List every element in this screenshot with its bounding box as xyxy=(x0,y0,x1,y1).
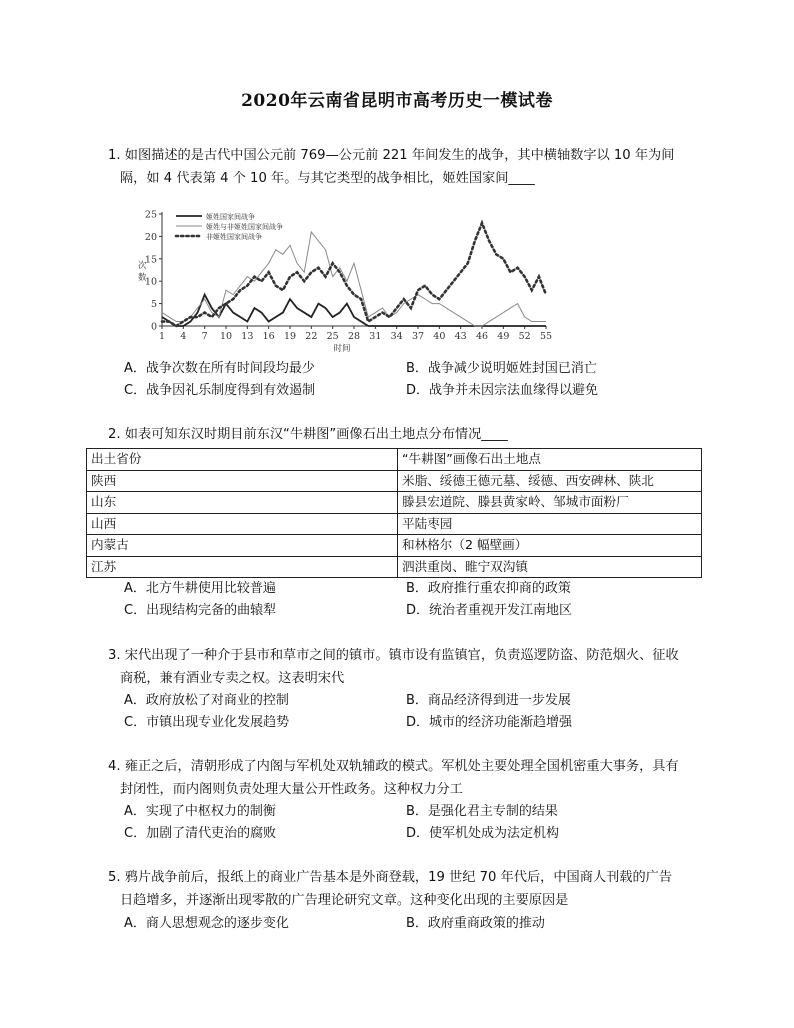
page-title: 2020年云南省昆明市高考历史一模试卷 xyxy=(241,91,553,111)
question-1-stem-line2: 隔，如 4 代表第 4 个 10 年。与其它类型的战争相比，姬姓国家间____ xyxy=(120,171,535,186)
table-header-province: 出土省份 xyxy=(87,449,398,471)
line-chart xyxy=(134,206,554,354)
option-2b[interactable]: B．政府推行重农抑商的政策 xyxy=(406,581,571,596)
question-1-stem-line1: 1. 如图描述的是古代中国公元前 769—公元前 221 年间发生的战争，其中横轴数字以 10 年为间 xyxy=(108,148,675,163)
question-4 xyxy=(108,755,708,801)
table-cell-site: 泗洪重岗、睢宁双沟镇 xyxy=(398,556,702,578)
table-cell-site: 平陆枣园 xyxy=(398,513,702,535)
question-3 xyxy=(108,644,708,690)
question-5-stem-line2: 日趋增多，并逐渐出现零散的广告理论研究文章。这种变化出现的主要原因是 xyxy=(120,893,569,908)
option-4a[interactable]: A．实现了中枢权力的制衡 xyxy=(124,804,276,819)
x-tick-label: 25 xyxy=(326,331,339,342)
y-tick-label: 15 xyxy=(144,254,157,266)
x-tick-label: 22 xyxy=(305,331,318,342)
table-cell-province: 陕西 xyxy=(87,470,398,492)
x-tick-label: 34 xyxy=(390,331,403,342)
question-3-stem-line1: 3. 宋代出现了一种介于县市和草市之间的镇市。镇市设有监镇官，负责巡逻防盗、防范烟火、征收 xyxy=(108,648,679,663)
x-tick-label: 4 xyxy=(180,331,187,342)
table-cell-site: 米脂、绥德王德元墓、绥德、西安碑林、陕北 xyxy=(398,470,702,492)
legend-label: 非姬姓国家间战争 xyxy=(206,233,262,241)
option-1c[interactable]: C．战争因礼乐制度得到有效遏制 xyxy=(124,383,316,398)
x-tick-label: 1 xyxy=(158,331,166,342)
option-5a[interactable]: A．商人思想观念的逐步变化 xyxy=(124,916,289,931)
x-tick-label: 16 xyxy=(262,331,275,342)
x-axis-label: 时间 xyxy=(333,344,351,354)
option-1b[interactable]: B．战争减少说明姬姓封国已消亡 xyxy=(406,361,597,376)
x-tick-label: 43 xyxy=(454,331,467,342)
x-tick-label: 10 xyxy=(219,331,233,342)
x-tick-label: 52 xyxy=(518,331,531,342)
x-tick-label: 13 xyxy=(241,331,254,342)
option-3a[interactable]: A．政府放松了对商业的控制 xyxy=(124,693,289,708)
table-header-row xyxy=(87,449,702,471)
table-row xyxy=(87,492,702,514)
y-axis-label: 次 xyxy=(138,261,147,271)
option-3b[interactable]: B．商品经济得到进一步发展 xyxy=(406,693,571,708)
option-3c[interactable]: C．市镇出现专业化发展趋势 xyxy=(124,715,290,730)
option-5b[interactable]: B．政府重商政策的推动 xyxy=(406,916,545,931)
series-line-1 xyxy=(162,295,546,326)
table-cell-province: 内蒙古 xyxy=(87,535,398,557)
legend-label: 姬姓国家间战争 xyxy=(206,213,255,221)
table-row xyxy=(87,470,702,492)
y-tick-label: 10 xyxy=(144,276,157,288)
question-1 xyxy=(108,144,708,190)
table-row xyxy=(87,535,702,557)
option-2c[interactable]: C．出现结构完备的曲辕犁 xyxy=(124,603,277,618)
table-row xyxy=(87,556,702,578)
table-header-site: “牛耕图”画像石出土地点 xyxy=(398,449,702,471)
x-tick-label: 7 xyxy=(201,331,208,342)
x-tick-label: 31 xyxy=(369,331,382,342)
option-4b[interactable]: B．是强化君主专制的结果 xyxy=(406,804,558,819)
x-tick-label: 19 xyxy=(283,331,297,342)
table-cell-province: 山西 xyxy=(87,513,398,535)
option-1d[interactable]: D．战争并未因宗法血缘得以避免 xyxy=(406,383,599,398)
x-tick-label: 46 xyxy=(475,331,489,342)
question-3-stem-line2: 商税，兼有酒业专卖之权。这表明宋代 xyxy=(120,671,345,686)
x-tick-label: 55 xyxy=(539,331,553,342)
y-tick-label: 5 xyxy=(150,299,157,311)
option-3d[interactable]: D．城市的经济功能渐趋增强 xyxy=(406,715,573,730)
war-frequency-chart xyxy=(134,206,554,354)
question-2 xyxy=(108,423,708,446)
option-2d[interactable]: D．统治者重视开发江南地区 xyxy=(406,603,573,618)
question-5 xyxy=(108,866,708,912)
option-2a[interactable]: A．北方牛耕使用比较普遍 xyxy=(124,581,276,596)
x-tick-label: 28 xyxy=(347,331,361,342)
table-cell-province: 山东 xyxy=(87,492,398,514)
x-tick-label: 37 xyxy=(411,331,425,342)
question-4-stem-line1: 4. 雍正之后，清朝形成了内阁与军机处双轨辅政的模式。军机处主要处理全国机密重大事务，具有 xyxy=(108,759,679,774)
y-axis-label: 数 xyxy=(138,273,147,283)
question-5-stem-line1: 5. 鸦片战争前后，报纸上的商业广告基本是外商登载，19 世纪 70 年代后，中国商人刊载的广告 xyxy=(108,870,673,885)
y-tick-label: 0 xyxy=(150,321,157,333)
table-cell-site: 滕县宏道院、滕县黄家岭、邹城市面粉厂 xyxy=(398,492,702,514)
option-1a[interactable]: A．战争次数在所有时间段均最少 xyxy=(124,361,315,376)
table-row xyxy=(87,513,702,535)
x-tick-label: 40 xyxy=(433,331,446,342)
series-line-2 xyxy=(162,232,546,326)
y-tick-label: 20 xyxy=(144,231,157,243)
x-tick-label: 49 xyxy=(497,331,510,342)
table-cell-site: 和林格尔（2 幅壁画） xyxy=(398,535,702,557)
question-4-stem-line2: 封闭性，而内阁则负责处理大量公开性政务。这种权力分工 xyxy=(120,782,463,797)
question-2-stem: 2. 如表可知东汉时期目前东汉“牛耕图”画像石出土地点分布情况____ xyxy=(108,427,508,442)
excavation-table xyxy=(86,448,702,578)
option-4d[interactable]: D．使军机处成为法定机构 xyxy=(406,826,560,841)
legend-label: 姬姓与非姬姓国家间战争 xyxy=(206,223,283,231)
option-4c[interactable]: C．加剧了清代吏治的腐败 xyxy=(124,826,277,841)
y-tick-label: 25 xyxy=(144,209,157,221)
table-cell-province: 江苏 xyxy=(87,556,398,578)
